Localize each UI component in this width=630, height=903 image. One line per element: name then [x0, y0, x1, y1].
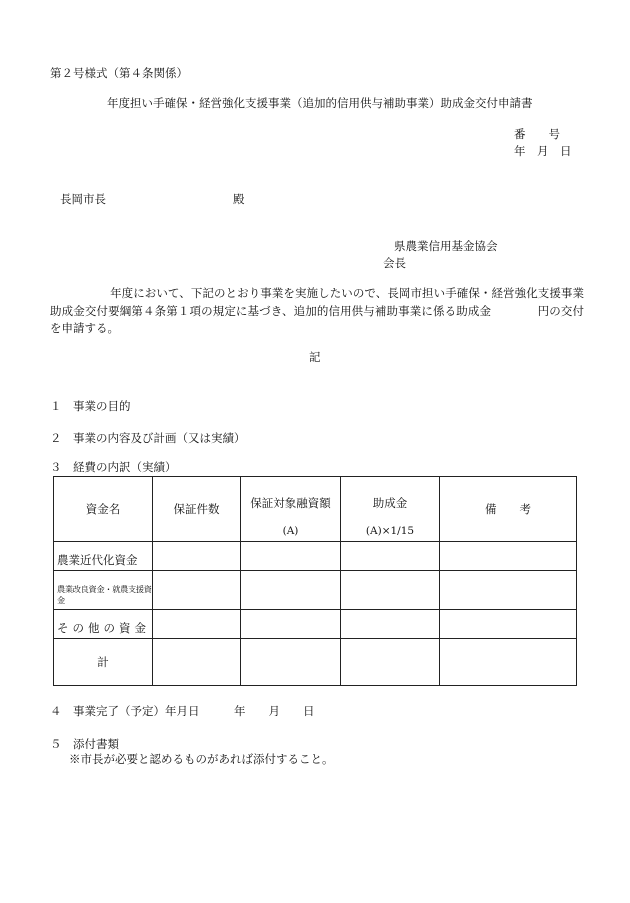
- header-loan-amount-label: 保証対象融資額: [250, 496, 331, 510]
- applicant-role: 会長: [383, 256, 406, 270]
- item-purpose: １ 事業の目的: [50, 399, 131, 413]
- table-cell: [341, 570, 440, 609]
- application-body-text: 年度において、下記のとおり事業を実施したいので、長岡市担い手確保・経営強化支援事業助成金交付要綱第４条第１項の規定に基づき、追加的信用供与補助事業に係る助成金 円の交付を申請する。: [50, 286, 584, 335]
- item-completion-date: ４ 事業完了（予定）年月日 年 月 日: [50, 704, 315, 718]
- table-cell: [440, 639, 577, 686]
- item-content: ２ 事業の内容及び計画（又は実績）: [50, 431, 246, 445]
- addressee-honorific: 殿: [233, 192, 245, 206]
- table-row: [54, 639, 577, 686]
- item-expenses: ３ 経費の内訳（実績）: [50, 460, 177, 474]
- expense-breakdown-table: [53, 476, 577, 686]
- row-label-total: 計: [54, 639, 153, 686]
- table-cell: [341, 542, 440, 571]
- addressee: 長岡市長: [60, 192, 106, 206]
- header-subsidy-label: 助成金: [372, 496, 408, 510]
- table-cell: [440, 610, 577, 639]
- attachments-note: ※市長が必要と認めるものがあれば添付すること。: [69, 752, 334, 766]
- header-subsidy: [341, 477, 440, 542]
- table-cell: [241, 610, 341, 639]
- table-cell: [153, 570, 241, 609]
- table-cell: [241, 542, 341, 571]
- table-cell: [341, 610, 440, 639]
- header-fund-name: 資金名: [54, 477, 153, 542]
- document-number-label: 番 号: [514, 127, 560, 141]
- application-body: [50, 285, 584, 338]
- table-cell: [341, 639, 440, 686]
- table-cell: [440, 570, 577, 609]
- table-row: [54, 610, 577, 639]
- row-label-improvement-fund: 農業改良資金・就農支援資金: [54, 570, 153, 609]
- table-header-row: [54, 477, 577, 542]
- table-cell: [440, 542, 577, 571]
- header-guarantee-count: 保証件数: [153, 477, 241, 542]
- header-subsidy-note: (A)×1/15: [365, 525, 415, 537]
- table-row: [54, 570, 577, 609]
- header-loan-amount: [241, 477, 341, 542]
- table-cell: [241, 570, 341, 609]
- row-label-modernization-fund: 農業近代化資金: [54, 542, 153, 571]
- applicant-organization: 県農業信用基金協会: [394, 239, 498, 253]
- row-label-other-fund: その他の資金: [54, 610, 153, 639]
- item-attachments: ５ 添付書類: [50, 737, 119, 751]
- ki-heading: 記: [309, 350, 321, 364]
- document-date-label: 年 月 日: [514, 144, 572, 158]
- table-cell: [241, 639, 341, 686]
- table-cell: [153, 639, 241, 686]
- header-loan-amount-note: (A): [282, 525, 299, 537]
- table-row: [54, 542, 577, 571]
- header-remarks: 備 考: [440, 477, 577, 542]
- document-title: 年度担い手確保・経営強化支援事業（追加的信用供与補助事業）助成金交付申請書: [107, 96, 533, 110]
- table-cell: [153, 542, 241, 571]
- table-cell: [153, 610, 241, 639]
- form-reference: 第２号様式（第４条関係）: [50, 66, 188, 80]
